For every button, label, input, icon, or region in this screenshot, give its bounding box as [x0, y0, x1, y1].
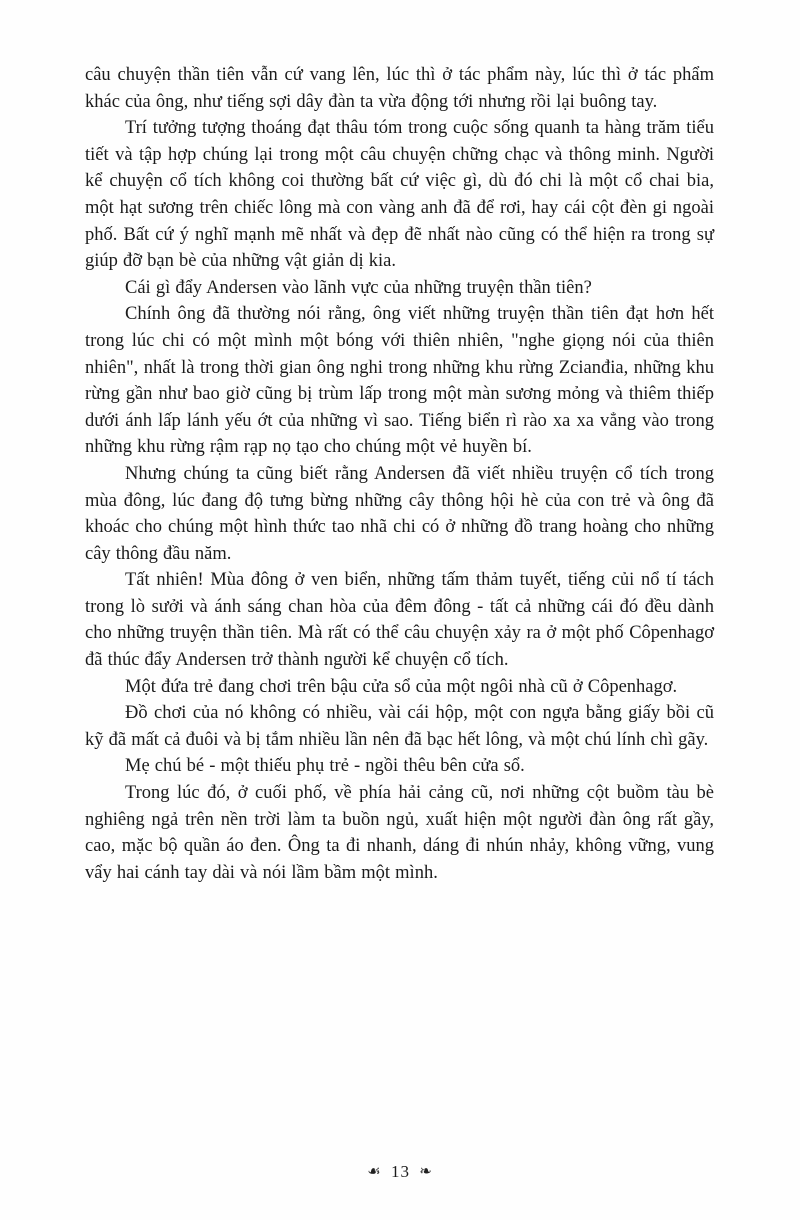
paragraph: Một đứa trẻ đang chơi trên bậu cửa sổ của một ngôi nhà cũ ở Côpenhagơ. — [125, 676, 678, 697]
paragraph: Cái gì đẩy Andersen vào lãnh vực của những truyện thần tiên? — [125, 277, 592, 298]
fleuron-left-icon: ☙ — [367, 1164, 382, 1180]
paragraph: câu chuyện thần tiên vẫn cứ vang lên, lúc thì ở tác phẩm này, lúc thì ở tác phẩm khác của ông, như tiếng sợi dây đàn ta vừa động tới nhưng rồi lại buông tay. — [85, 65, 714, 112]
fleuron-right-icon: ❧ — [419, 1164, 433, 1180]
page-text — [85, 62, 714, 886]
page-footer — [0, 1162, 800, 1182]
paragraph: Đồ chơi của nó không có nhiều, vài cái hộp, một con ngựa bằng giấy bồi cũ kỹ đã mất cả đuôi và bị tắm nhiều lần nên đã bạc hết lông, và một chú lính chì gãy. — [85, 703, 714, 750]
paragraph: Nhưng chúng ta cũng biết rằng Andersen đã viết nhiều truyện cổ tích trong mùa đông, lúc đang độ tưng bừng những cây thông hội hè của con trẻ và ông đã khoác cho chúng một hình thức tao nhã chi có ở những đồ trang hoàng cho những cây thông đầu năm. — [85, 463, 714, 564]
paragraph: Mẹ chú bé - một thiếu phụ trẻ - ngồi thêu bên cửa sổ. — [125, 756, 525, 777]
paragraph: Trí tưởng tượng thoáng đạt thâu tóm trong cuộc sống quanh ta hàng trăm tiểu tiết và tập hợp chúng lại trong một câu chuyện chững chạc và thông minh. Người kể chuyện cổ tích không coi thường bất cứ việc gì, dù đó chi là một cổ chai bia, một hạt sương trên chiếc lông mà con vàng anh đã để rơi, hay cái cột đèn gi ngoài phố. Bất cứ ý nghĩ mạnh mẽ nhất và đẹp đẽ nhất nào cũng có thể hiện ra trong sự giúp đỡ bạn bè của những vật giản dị kia. — [85, 118, 714, 272]
paragraph: Chính ông đã thường nói rằng, ông viết những truyện thần tiên đạt hơn hết trong lúc chi có một mình một bóng với thiên nhiên, "nghe giọng nói của thiên nhiên", nhất là trong thời gian ông nghi trong những khu rừng Zcianđia, những khu rừng gần như bao giờ cũng bị trùm lấp trong một màn sương mỏng và thiêm thiếp dưới ánh lấp lánh yếu ớt của những vì sao. Tiếng biển rì rào xa xa vẳng vào trong những khu rừng rậm rạp nọ tạo cho chúng một vẻ huyền bí. — [85, 304, 714, 458]
page-number: 13 — [390, 1162, 410, 1181]
paragraph: Tất nhiên! Mùa đông ở ven biển, những tấm thảm tuyết, tiếng củi nổ tí tách trong lò sưởi và ánh sáng chan hòa của đêm đông - tất cả những cái đó đều dành cho những truyện thần tiên. Mà rất có thể câu chuyện xảy ra ở một phố Côpenhagơ đã thúc đẩy Andersen trở thành người kể chuyện cổ tích. — [85, 570, 714, 671]
paragraph: Trong lúc đó, ở cuối phố, về phía hải cảng cũ, nơi những cột buồm tàu bè nghiêng ngả trên nền trời làm ta buồn ngủ, xuất hiện một người đàn ông rất gầy, cao, mặc bộ quần áo đen. Ông ta đi nhanh, dáng đi nhún nhảy, không vững, vung vẩy hai cánh tay dài và nói lầm bầm một mình. — [85, 783, 714, 883]
